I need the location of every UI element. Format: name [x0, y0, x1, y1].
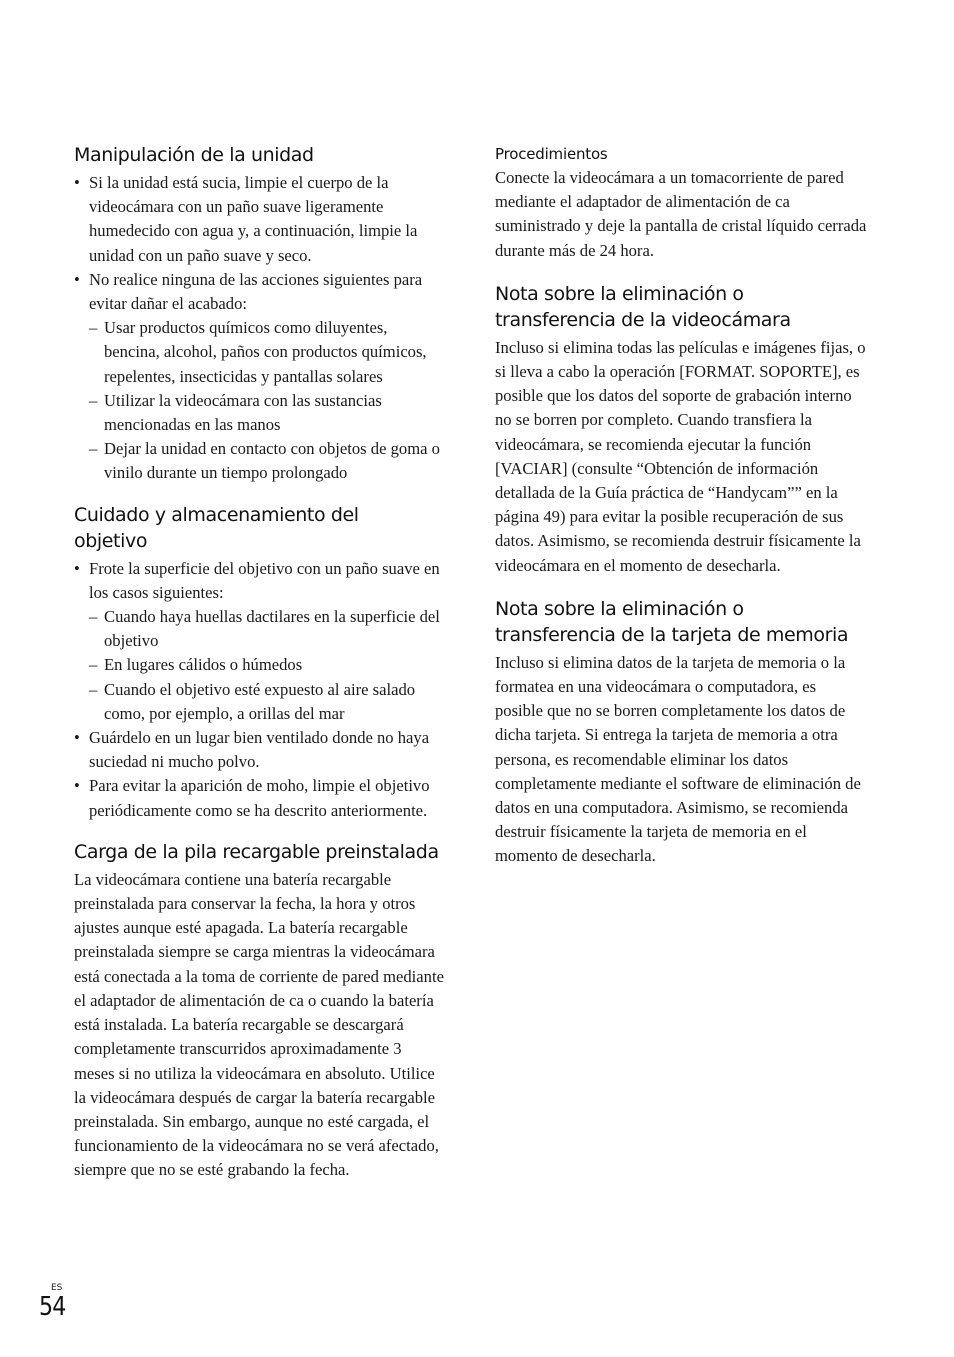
list-item-text: Frote la superficie del objetivo con un paño suave en los casos siguientes: — [89, 558, 440, 602]
section-heading: Carga de la pila recargable preinstalada — [74, 840, 439, 863]
section-heading: Nota sobre la eliminación o transferencia de la tarjeta de memoria — [495, 597, 849, 646]
paragraph: Incluso si elimina datos de la tarjeta de memoria o la formatea en una videocámara o computadora, es posible que no se borren completamente los datos de dicha tarjeta. Si entrega la tarjeta de memoria a otra persona, es recomendable eliminar los datos completamente mediante el software de eliminación de datos en una computadora. Asimismo, se recomienda destruir físicamente la tarjeta de memoria en el momento de desecharla. — [495, 652, 861, 866]
list-item: • Guárdelo en un lugar bien ventilado donde no haya suciedad ni mucho polvo. — [74, 726, 446, 774]
section-heading: Nota sobre la eliminación o transferencia de la videocámara — [495, 282, 791, 331]
right-column — [495, 142, 867, 884]
list-item: • Si la unidad está sucia, limpie el cuerpo de la videocámara con un paño suave ligeramente humedecido con agua y, a continuación, limpie la unidad con un paño suave y seco. — [74, 171, 446, 268]
left-column — [74, 142, 446, 1199]
language-code: ES — [51, 1283, 63, 1293]
dash-list — [74, 316, 446, 485]
section-procedures — [495, 142, 867, 263]
page-number: 54 — [39, 1292, 66, 1322]
bullet-list — [74, 557, 446, 823]
list-item: – Cuando el objetivo esté expuesto al aire salado como, por ejemplo, a orillas del mar — [74, 678, 446, 726]
section-heading: Manipulación de la unidad — [74, 144, 314, 166]
list-item: – En lugares cálidos o húmedos — [74, 653, 446, 677]
list-item: – Cuando haya huellas dactilares en la superficie del objetivo — [74, 605, 446, 653]
dash-list — [74, 605, 446, 726]
section-battery — [74, 839, 446, 1183]
list-item: – Dejar la unidad en contacto con objetos de goma o vinilo durante un tiempo prolongado — [74, 437, 446, 485]
paragraph: La videocámara contiene una batería recargable preinstalada para conservar la fecha, la hora y otros ajustes aunque esté apagada. La batería recargable preinstalada siempre se carga mientras la videocámara está conectada a la toma de corriente de pared mediante el adaptador de alimentación de ca o cuando la batería está instalada. La batería recargable se descargará completamente transcurridos aproximadamente 3 meses si no utiliza la videocámara en absoluto. Utilice la videocámara después de cargar la batería recargable preinstalada. Sin embargo, aunque no esté cargada, el funcionamiento de la videocámara no se verá afectado, siempre que no se esté grabando la fecha. — [74, 869, 444, 1180]
section-camera-disposal — [495, 281, 867, 578]
paragraph: Conecte la videocámara a un tomacorriente de pared mediante el adaptador de alimentación de ca suministrado y deje la pantalla de cristal líquido cerrada durante más de 24 hora. — [495, 168, 867, 260]
list-item-text: No realice ninguna de las acciones siguientes para evitar dañar el acabado: — [89, 269, 423, 314]
list-item — [74, 557, 446, 726]
section-lens — [74, 502, 446, 823]
subheading: Procedimientos — [495, 145, 608, 163]
paragraph: Incluso si elimina todas las películas e imágenes fijas, o si lleva a cabo la operación [FORMAT. SOPORTE], es posible que los datos del soporte de grabación interno no se borren por completo. Cuando transfiera la videocámara, se recomienda ejecutar la función [VACIAR] (consulte “Obtención de información detallada de la Guía práctica de “Handycam”” en la página 49) para evitar la posible recuperación de sus datos. Asimismo, se recomienda destruir físicamente la videocámara en el momento de desecharla. — [495, 337, 866, 575]
list-item: – Usar productos químicos como diluyentes, bencina, alcohol, paños con productos químicos, repelentes, insecticidas y pantallas solares — [74, 316, 446, 389]
bullet-list — [74, 171, 446, 486]
list-item — [74, 268, 446, 486]
section-handling — [74, 142, 446, 486]
section-heading: Cuidado y almacenamiento del objetivo — [74, 503, 359, 552]
list-item: – Utilizar la videocámara con las sustancias mencionadas en las manos — [74, 389, 446, 437]
list-item: • Para evitar la aparición de moho, limpie el objetivo periódicamente como se ha descrito anteriormente. — [74, 774, 446, 822]
section-card-disposal — [495, 596, 867, 869]
